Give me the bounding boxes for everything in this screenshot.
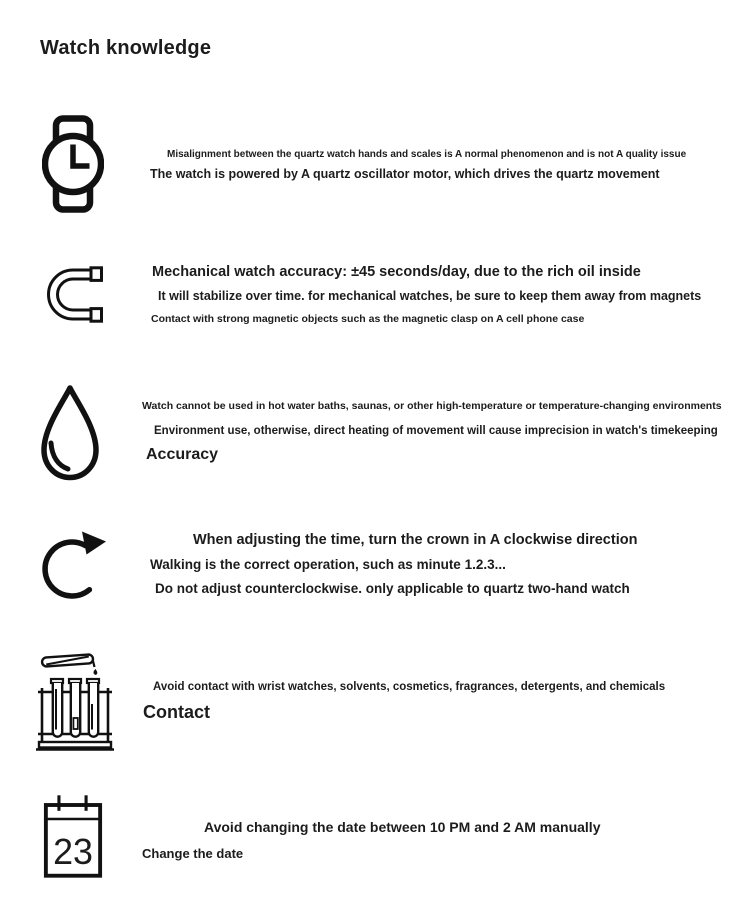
- note-line: Walking is the correct operation, such as minute 1.2.3...: [150, 557, 506, 572]
- note-line: Do not adjust counterclockwise. only applicable to quartz two-hand watch: [155, 581, 630, 596]
- note-line: Misalignment between the quartz watch hands and scales is A normal phenomenon and is not A quality issue: [167, 149, 687, 160]
- note-line: The watch is powered by A quartz oscillator motor, which drives the quartz movement: [150, 167, 660, 181]
- calendar-icon: [42, 792, 104, 880]
- note-line: Avoid changing the date between 10 PM and 2 AM manually: [204, 819, 601, 835]
- note-line: When adjusting the time, turn the crown in A clockwise direction: [193, 532, 638, 548]
- note-line: Watch cannot be used in hot water baths, saunas, or other high-temperature or temperature-changing environments: [142, 400, 722, 412]
- test-tubes-icon: [35, 646, 115, 752]
- clockwise-arrow-icon: [41, 528, 109, 608]
- calendar-day-number: 23: [53, 832, 93, 873]
- section-heading: Accuracy: [146, 446, 219, 463]
- water-drop-icon: [39, 384, 101, 483]
- wristwatch-icon: [42, 115, 104, 213]
- note-line: Contact with strong magnetic objects such as the magnetic clasp on A cell phone case: [151, 313, 585, 325]
- magnet-icon: [47, 266, 103, 324]
- note-line: Avoid contact with wrist watches, solvents, cosmetics, fragrances, detergents, and chemicals: [153, 681, 666, 693]
- note-line: Environment use, otherwise, direct heating of movement will cause imprecision in watch's timekeeping: [154, 425, 718, 437]
- section-heading: Contact: [143, 702, 210, 722]
- note-line: Change the date: [142, 846, 244, 861]
- note-line: Mechanical watch accuracy: ±45 seconds/day, due to the rich oil inside: [152, 264, 641, 280]
- note-line: It will stabilize over time. for mechanical watches, be sure to keep them away from magnets: [158, 289, 702, 303]
- page-title: Watch knowledge: [40, 37, 212, 59]
